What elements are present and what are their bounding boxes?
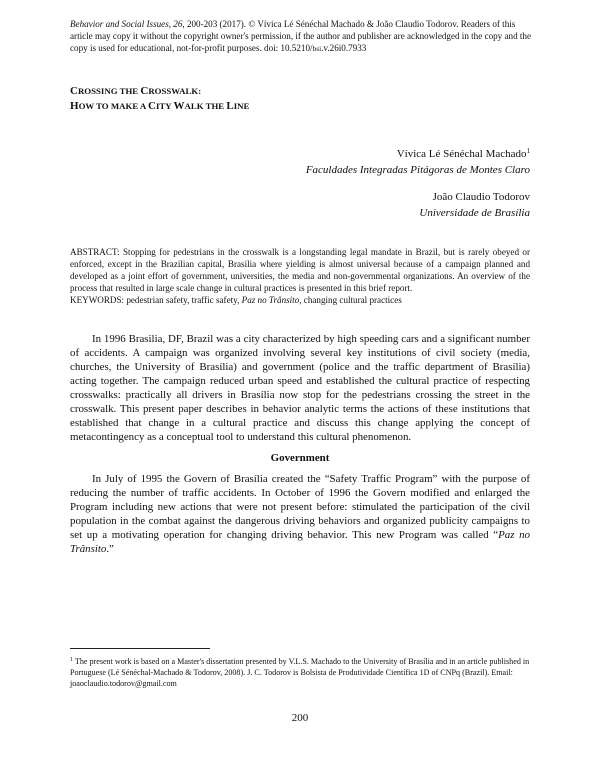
section-heading: Government [270, 452, 330, 464]
body-paragraph-1: In 1996 Brasilia, DF, Brazil was a city characterized by high speeding cars and a significant number of accidents. A campaign was organized involving several key institutions of civil society (media, churches, the University of Brasília) and government (police and the traffic department of Brasília) acting together. The campaign reduced urban speed and established the cultural practice of respecting crosswalks: practically all drivers in Brasília now stop for the pedestrians crossing the street in the crosswalk. This present paper describes in behavior analytic terms the actions of these institutions that established that change in a cultural practice and discuss this change applying the concept of metacontingency as a conceptual tool to understand this cultural phenomenon. [70, 333, 530, 443]
footnote-marker[interactable]: 1 [526, 147, 530, 155]
footnote-number: 1 [70, 657, 73, 663]
copyright-notice: 200-203 (2017). © Vívica Lé Sénéchal Machado & João Claudio Todorov. Readers of this article may copy it without the copyright owner's permission, if the author and publisher are acknowledged in the copy and the copy is used for educational, not-for-profit purposes. doi: 10.5210/ [70, 19, 531, 53]
abstract [70, 246, 530, 306]
doi-suffix: .v.26i0.7933 [321, 43, 367, 53]
keywords: KEYWORDS: pedestrian safety, traffic safety, Paz no Trânsito, changing cultural practices [70, 295, 402, 305]
body-paragraph-2: In July of 1995 the Govern of Brasília created the “Safety Traffic Program” with the purpose of reducing the number of traffic accidents. In October of 1996 the Govern modified and enlarged the Program including new actions that were not present before: stimulated the participation of the civil population in the combat against the dangerous driving behaviors and organized publicity campaigns to set up a motivating operation for changing driving behavior. This new Program was called “Paz no Trânsito.” [70, 473, 531, 555]
journal-header [70, 18, 534, 55]
title-line-2: HOW TO MAKE A CITY WALK THE LINE [70, 100, 250, 112]
title-line-1: CROSSING THE CROSSWALK: [70, 85, 202, 97]
article-title [70, 84, 534, 114]
author-block-2 [419, 189, 530, 221]
footnote [70, 656, 530, 689]
author-affiliation: Universidade de Brasília [419, 207, 530, 219]
author-name: João Claudio Todorov [432, 191, 530, 203]
doi-smallcaps: bsi [312, 44, 322, 53]
author-affiliation: Faculdades Integradas Pitágoras de Montes Claro [305, 164, 530, 176]
abstract-text: ABSTRACT: Stopping for pedestrians in the crosswalk is a longstanding legal mandate in Brazil, but is rarely obeyed or enforced, except in the Brazilian capital, Brasilia where yielding is almost universal because of a campaign planned and developed as a joint effort of government, universities, the media and non-governmental organizations. An overview of the process that resulted in large scale change in cultural practices is presented in this brief report. [70, 247, 530, 293]
author-block-1 [306, 146, 530, 178]
journal-citation: Behavior and Social Issues, 26, [70, 19, 185, 29]
footnote-divider [70, 648, 210, 649]
footnote-text: The present work is based on a Master's dissertation presented by V.L.S. Machado to the University of Brasília and in an article published in Portuguese (Lé Sénéchal-Machado & Todorov, 2008). J. C. Todorov is Bolsista de Produtividade Científica 1D of CNPq (Brazil). Email: joaoclaudio.todorov@gmail.com [70, 657, 530, 688]
author-name: Vívica Lé Sénéchal Machado [396, 148, 527, 160]
page-number: 200 [291, 712, 309, 724]
